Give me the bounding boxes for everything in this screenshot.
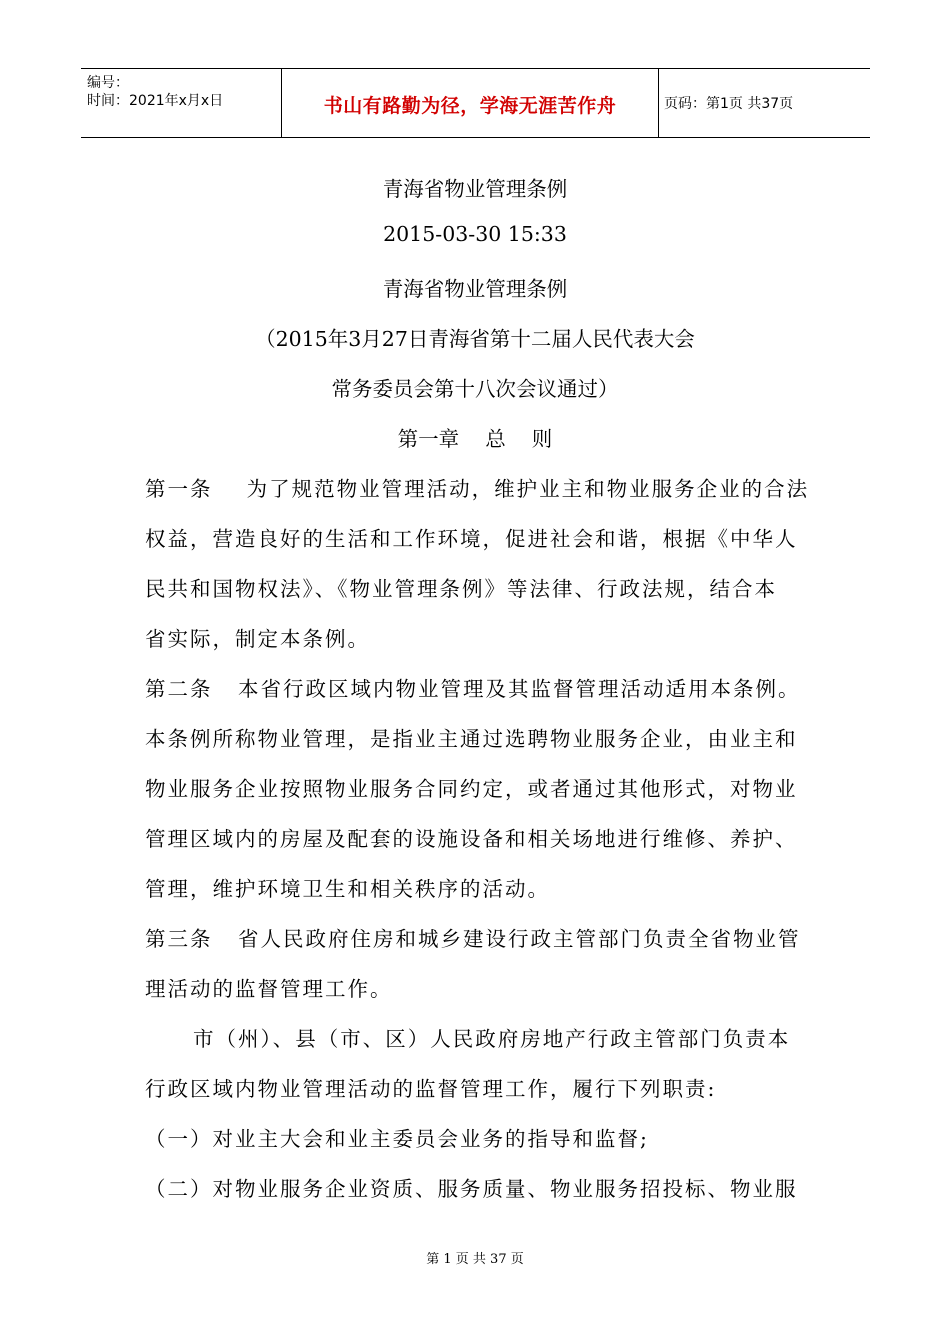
adoption-line-1: （2015年3月27日青海省第十二届人民代表大会 [255, 327, 695, 351]
chapter-heading: 第一章 总 则 [397, 427, 553, 451]
text-line: 民共和国物权法》、《物业管理条例》等法律、行政法规，结合本 [145, 577, 777, 601]
doc-title: 青海省物业管理条例 [382, 177, 568, 201]
motto-text: 书山有路勤为径，学海无涯苦作舟 [323, 95, 617, 117]
text-line: （一）对业主大会和业主委员会业务的指导和监督; [145, 1127, 649, 1151]
text-line: 理活动的监督管理工作。 [145, 977, 393, 1001]
adoption-line-2: 常务委员会第十八次会议通过） [331, 377, 619, 401]
number-label: 编号： [87, 75, 129, 91]
text-line: 第二条 本省行政区域内物业管理及其监督管理活动适用本条例。 [145, 677, 801, 701]
text-line: （二）对物业服务企业资质、服务质量、物业服务招投标、物业服 [145, 1177, 798, 1201]
text-line: 本条例所称物业管理，是指业主通过选聘物业服务企业，由业主和 [145, 727, 798, 751]
header-meta [81, 69, 281, 137]
page-footer: 第 1 页 共 37 页 [426, 1252, 524, 1267]
text-line: 管理，维护环境卫生和相关秩序的活动。 [145, 877, 550, 901]
text-line: 第一条 为了规范物业管理活动，维护业主和物业服务企业的合法 [145, 477, 810, 501]
page-info: 页码：第1页 共37页 [664, 96, 794, 112]
text-line: 行政区域内物业管理活动的监督管理工作，履行下列职责: [145, 1077, 717, 1101]
text-line: 市（州）、县（市、区）人民政府房地产行政主管部门负责本 [193, 1027, 791, 1051]
time-label: 时间：2021年x月x日 [87, 93, 224, 109]
text-line: 省实际，制定本条例。 [145, 627, 370, 651]
text-line: 第三条 省人民政府住房和城乡建设行政主管部门负责全省物业管 [145, 927, 801, 951]
doc-datetime: 2015-03-30 15:33 [383, 222, 567, 246]
text-line: 权益，营造良好的生活和工作环境，促进社会和谐，根据《中华人 [145, 527, 798, 551]
doc-subtitle: 青海省物业管理条例 [382, 277, 568, 301]
text-line: 物业服务企业按照物业服务合同约定，或者通过其他形式，对物业 [145, 777, 798, 801]
document-header [81, 68, 870, 138]
text-line: 管理区域内的房屋及配套的设施设备和相关场地进行维修、养护、 [145, 827, 798, 851]
header-motto-cell [281, 69, 659, 137]
